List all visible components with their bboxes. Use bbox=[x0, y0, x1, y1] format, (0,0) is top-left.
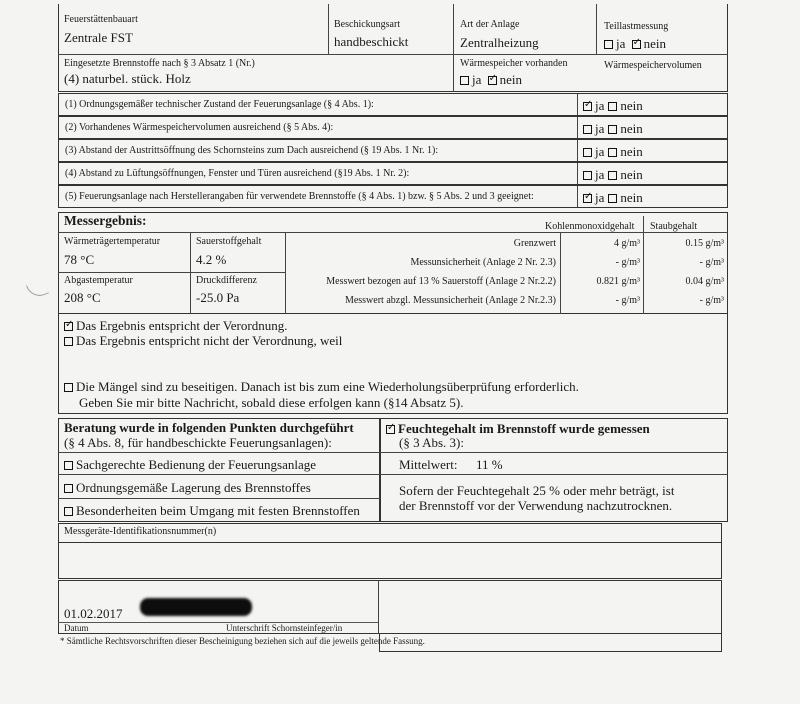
mess-row-staub: - g/m³ bbox=[699, 257, 724, 268]
beratung-item-1-checkbox[interactable] bbox=[64, 461, 73, 470]
druck-label: Druckdifferenz bbox=[196, 275, 257, 286]
waermespeichervolumen-label: Wärmespeichervolumen bbox=[604, 60, 702, 71]
sauerstoff-label: Sauerstoffgehalt bbox=[196, 236, 262, 247]
mittelwert-label: Mittelwert: bbox=[399, 457, 458, 472]
feuerstaettenbauart-label: Feuerstättenbauart bbox=[64, 14, 138, 25]
waermespeicher-nein-label: nein bbox=[499, 72, 523, 87]
check-row bbox=[58, 185, 728, 208]
teillast-nein-checkbox[interactable] bbox=[632, 40, 641, 49]
feuerstaettenbauart-value: Zentrale FST bbox=[64, 30, 133, 45]
abgas-label: Abgastemperatur bbox=[64, 275, 133, 286]
brennstoffe-label: Eingesetzte Brennstoffe nach § 3 Absatz 1 (Nr.) bbox=[64, 58, 255, 69]
check-ja-checkbox[interactable] bbox=[583, 171, 592, 180]
feuchte-note-1: Sofern der Feuchtegehalt 25 % oder mehr beträgt, ist bbox=[399, 483, 675, 498]
waermespeicher-options bbox=[460, 72, 522, 88]
feuchte-checkbox[interactable] bbox=[386, 425, 395, 434]
check-nein-checkbox[interactable] bbox=[608, 125, 617, 134]
signature-redaction bbox=[140, 598, 252, 616]
maengel-checkbox[interactable] bbox=[64, 383, 73, 392]
check-ja-checkbox[interactable] bbox=[583, 102, 592, 111]
check-nein-checkbox[interactable] bbox=[608, 102, 617, 111]
mess-row-label: Grenzwert bbox=[513, 238, 556, 249]
mittelwert-value: 11 % bbox=[476, 457, 503, 472]
sauerstoff-value: 4.2 % bbox=[196, 252, 227, 267]
check-nein-label: nein bbox=[620, 121, 643, 136]
waermespeicher-ja-label: ja bbox=[472, 72, 482, 87]
nicht-row bbox=[64, 333, 342, 349]
check-ja-checkbox[interactable] bbox=[583, 148, 592, 157]
check-nein-label: nein bbox=[620, 144, 643, 159]
check-row-text: (1) Ordnungsgemäßer technischer Zustand der Feuerungsanlage (§ 4 Abs. 1): bbox=[65, 99, 374, 110]
druck-value: -25.0 Pa bbox=[196, 290, 240, 305]
beratung-item-1: Sachgerechte Bedienung der Feuerungsanlage bbox=[64, 457, 316, 473]
check-row-options bbox=[583, 98, 643, 114]
date-value: 01.02.2017 bbox=[64, 606, 123, 621]
teillast-ja-checkbox[interactable] bbox=[604, 40, 613, 49]
teillast-nein-label: nein bbox=[643, 36, 667, 51]
stamp-field[interactable] bbox=[379, 634, 722, 652]
check-ja-label: ja bbox=[595, 190, 605, 205]
check-row-options bbox=[583, 144, 643, 160]
check-row-options bbox=[583, 190, 643, 206]
entspricht-text: Das Ergebnis entspricht der Verordnung. bbox=[76, 318, 288, 333]
mess-row-staub: 0.04 g/m³ bbox=[685, 276, 724, 287]
waermespeicher-label: Wärmespeicher vorhanden bbox=[460, 58, 568, 69]
check-row-text: (2) Vorhandenes Wärmespeichervolumen ausreichend (§ 5 Abs. 4): bbox=[65, 122, 334, 133]
mess-row-co: - g/m³ bbox=[615, 257, 640, 268]
messgeraete-field[interactable] bbox=[58, 543, 722, 579]
mess-row-label: Messunsicherheit (Anlage 2 Nr. 2.3) bbox=[410, 257, 556, 268]
teillast-label: Teillastmessung bbox=[604, 21, 669, 32]
check-ja-label: ja bbox=[595, 121, 605, 136]
check-ja-checkbox[interactable] bbox=[583, 125, 592, 134]
check-row bbox=[58, 93, 728, 116]
mess-row-co: - g/m³ bbox=[615, 295, 640, 306]
maengel-text-2: Geben Sie mir bitte Nachricht, sobald diese erfolgen kann (§14 Absatz 5). bbox=[79, 395, 464, 410]
datum-label: Datum bbox=[64, 623, 89, 633]
mess-row-label: Messwert bezogen auf 13 % Sauerstoff (Anlage 2 Nr.2.2) bbox=[326, 276, 556, 287]
check-ja-label: ja bbox=[595, 167, 605, 182]
teillast-options bbox=[604, 36, 666, 52]
mess-row-co: 4 g/m³ bbox=[613, 238, 640, 249]
feuchte-subtitle: (§ 3 Abs. 3): bbox=[399, 435, 464, 450]
beratung-item-2-checkbox[interactable] bbox=[64, 484, 73, 493]
check-nein-checkbox[interactable] bbox=[608, 148, 617, 157]
disclaimer: * Sämtliche Rechtsvorschriften dieser Bescheinigung beziehen sich auf die jeweils geltende Fassung. bbox=[60, 636, 425, 646]
mess-row-label: Messwert abzgl. Messunsicherheit (Anlage 2 Nr.2.3) bbox=[344, 295, 556, 306]
check-nein-checkbox[interactable] bbox=[608, 171, 617, 180]
beschickungsart-value: handbeschickt bbox=[334, 34, 409, 49]
check-row-options bbox=[583, 121, 643, 137]
check-ja-label: ja bbox=[595, 144, 605, 159]
beratung-item-2: Ordnungsgemäße Lagerung des Brennstoffes bbox=[64, 480, 311, 496]
check-nein-checkbox[interactable] bbox=[608, 194, 617, 203]
waermetraeger-value: 78 °C bbox=[64, 252, 95, 267]
check-row-text: (4) Abstand zu Lüftungsöffnungen, Fenster und Türen ausreichend (§19 Abs. 1 Nr. 2): bbox=[65, 168, 410, 179]
nicht-text: Das Ergebnis entspricht nicht der Verordnung, weil bbox=[76, 333, 343, 348]
check-row bbox=[58, 116, 728, 139]
beratung-item-3: Besonderheiten beim Umgang mit festen Brennstoffen bbox=[64, 503, 360, 519]
mess-row-co: 0.821 g/m³ bbox=[596, 276, 640, 287]
check-row-options bbox=[583, 167, 643, 183]
messergebnis-title: Messergebnis: bbox=[64, 213, 147, 228]
beratung-subtitle: (§ 4 Abs. 8, für handbeschickte Feuerungsanlagen): bbox=[64, 435, 332, 450]
art-anlage-label: Art der Anlage bbox=[460, 19, 520, 30]
teillast-ja-label: ja bbox=[616, 36, 626, 51]
waermespeicher-nein-checkbox[interactable] bbox=[488, 76, 497, 85]
art-anlage-value: Zentralheizung bbox=[460, 35, 539, 50]
entspricht-row bbox=[64, 318, 287, 334]
waermespeicher-ja-checkbox[interactable] bbox=[460, 76, 469, 85]
maengel-text-1: Die Mängel sind zu beseitigen. Danach ist bis zum eine Wiederholungsüberprüfung erforderlich. bbox=[76, 379, 579, 394]
beschickungsart-label: Beschickungsart bbox=[334, 19, 401, 30]
messgeraete-label: Messgeräte-Identifikationsnummer(n) bbox=[64, 526, 217, 537]
check-nein-label: nein bbox=[620, 167, 643, 182]
brennstoffe-value: (4) naturbel. stück. Holz bbox=[64, 71, 191, 86]
check-ja-checkbox[interactable] bbox=[583, 194, 592, 203]
scan-mark bbox=[26, 279, 49, 300]
check-nein-label: nein bbox=[620, 98, 643, 113]
check-ja-label: ja bbox=[595, 98, 605, 113]
check-row-text: (5) Feuerungsanlage nach Herstellerangaben für verwendete Brennstoffe (§ 4 Abs. 1) bzw. § 5 Abs. 2 und 3 geeignet: bbox=[65, 191, 534, 202]
waermetraeger-label: Wärmeträgertemperatur bbox=[64, 236, 161, 247]
check-row bbox=[58, 162, 728, 185]
nicht-checkbox[interactable] bbox=[64, 337, 73, 346]
col-staub-header: Staubgehalt bbox=[650, 221, 698, 232]
abgas-value: 208 °C bbox=[64, 290, 101, 305]
mess-row-staub: 0.15 g/m³ bbox=[685, 238, 724, 249]
unterschrift-label: Unterschrift Schornsteinfeger/in bbox=[226, 623, 343, 633]
mess-row-staub: - g/m³ bbox=[699, 295, 724, 306]
feuchte-title: Feuchtegehalt im Brennstoff wurde gemessen bbox=[398, 421, 650, 436]
col-co-header: Kohlenmonoxidgehalt bbox=[545, 221, 635, 232]
beratung-title: Beratung wurde in folgenden Punkten durchgeführt bbox=[64, 420, 354, 435]
beratung-item-3-checkbox[interactable] bbox=[64, 507, 73, 516]
check-nein-label: nein bbox=[620, 190, 643, 205]
maengel-row bbox=[64, 379, 579, 395]
check-row-text: (3) Abstand der Austrittsöffnung des Schornsteins zum Dach ausreichend (§ 19 Abs. 1 Nr. 1): bbox=[65, 145, 439, 156]
entspricht-checkbox[interactable] bbox=[64, 322, 73, 331]
feuchte-note-2: der Brennstoff vor der Verwendung nachzutrocknen. bbox=[399, 498, 673, 513]
check-row bbox=[58, 139, 728, 162]
